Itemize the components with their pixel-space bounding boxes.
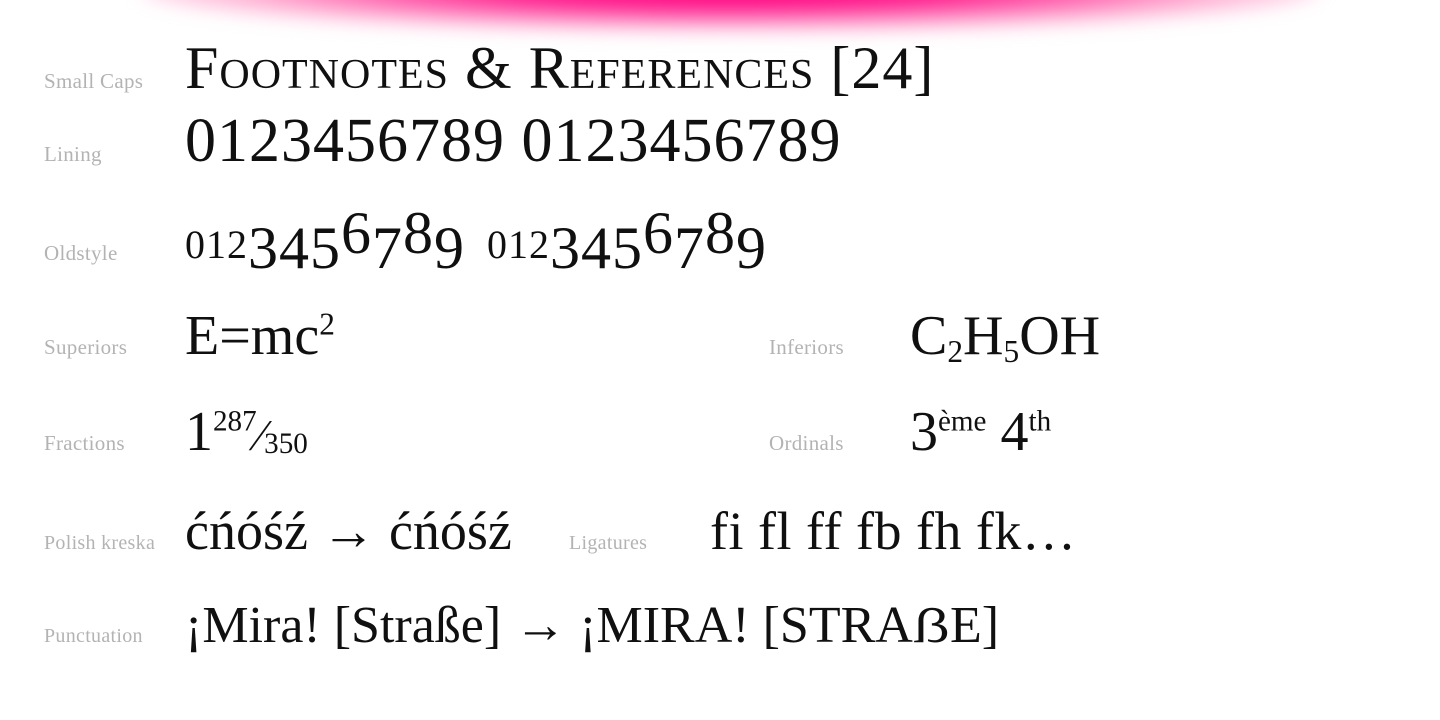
specimen-row-lining	[0, 106, 1440, 206]
fraction-slash: ⁄	[256, 410, 265, 460]
superiors-exponent: 2	[319, 306, 335, 342]
ordinal-b-number: 4	[1000, 401, 1029, 463]
specimen-row-small-caps	[0, 34, 1440, 106]
specimen-row-punctuation	[0, 596, 1440, 688]
row-label-superiors: Superiors	[44, 335, 128, 359]
ordinal-a-suffix: ème	[938, 405, 987, 438]
pink-glow-banner	[140, 0, 1320, 32]
sample-ordinals	[910, 400, 1051, 464]
sample-fractions	[185, 400, 725, 464]
oldstyle-digit: 2	[529, 222, 550, 267]
sample-ligatures: fi fl ff fb fh fk…	[710, 501, 1077, 561]
sample-punctuation: ¡Mira! [Straße] → ¡MIRA! [STRAẞE]	[185, 597, 1000, 654]
inferiors-part-0: C	[910, 305, 948, 367]
inferiors-part-1: 2	[947, 334, 964, 370]
specimen-row-fractions-ordinals	[0, 400, 1440, 500]
fraction-whole: 1	[185, 401, 213, 463]
sample-superiors	[185, 304, 725, 368]
oldstyle-digit: 3	[550, 215, 581, 281]
sample-lining-figures: 0123456789 0123456789	[185, 107, 842, 175]
ordinal-a-number: 3	[910, 401, 938, 463]
fraction-numerator: 287	[213, 405, 257, 438]
oldstyle-digit: 5	[310, 215, 341, 281]
row-label-lining: Lining	[44, 142, 102, 166]
inferiors-part-3: 5	[1003, 334, 1020, 370]
specimen-row-oldstyle	[0, 200, 1440, 304]
oldstyle-digit: 9	[736, 215, 767, 281]
type-specimen-sheet	[0, 34, 1440, 688]
oldstyle-digit: 0	[487, 222, 508, 267]
superiors-base: E=mc	[185, 305, 320, 367]
sample-polish-kreska: ćńóśź → ćńóśź	[185, 501, 512, 561]
oldstyle-digit: 9	[434, 215, 465, 281]
oldstyle-digit: 1	[508, 222, 529, 267]
specimen-row-polish-ligatures	[0, 500, 1440, 596]
sample-oldstyle-figures	[185, 200, 767, 281]
row-label-inferiors: Inferiors	[769, 335, 845, 359]
row-label-ordinals: Ordinals	[769, 431, 844, 455]
row-label-oldstyle: Oldstyle	[44, 241, 118, 265]
inferiors-part-2: H	[963, 305, 1004, 367]
oldstyle-digit: 1	[206, 222, 227, 267]
inferiors-part-4: OH	[1019, 305, 1101, 367]
sample-small-caps: Footnotes & References [24]	[185, 35, 935, 101]
specimen-row-superiors-inferiors	[0, 304, 1440, 400]
row-label-ligatures: Ligatures	[569, 532, 648, 554]
oldstyle-digit: 6	[341, 200, 372, 266]
oldstyle-digit: 0	[185, 222, 206, 267]
row-label-fractions: Fractions	[44, 431, 125, 455]
oldstyle-digit: 7	[372, 215, 403, 281]
oldstyle-digit: 7	[674, 215, 705, 281]
oldstyle-digit: 6	[643, 200, 674, 266]
fraction-denominator: 350	[264, 427, 308, 460]
row-label-polish-kreska: Polish kreska	[44, 532, 156, 554]
oldstyle-digit: 2	[227, 222, 248, 267]
oldstyle-digit: 8	[705, 200, 736, 266]
row-label-small-caps: Small Caps	[44, 69, 144, 93]
oldstyle-digit: 4	[279, 215, 310, 281]
ordinal-b-suffix: th	[1028, 405, 1052, 438]
oldstyle-digit: 5	[612, 215, 643, 281]
oldstyle-digit: 3	[248, 215, 279, 281]
row-label-punctuation: Punctuation	[44, 625, 143, 647]
oldstyle-digit: 8	[403, 200, 434, 266]
sample-inferiors	[910, 304, 1100, 370]
oldstyle-digit: 4	[581, 215, 612, 281]
